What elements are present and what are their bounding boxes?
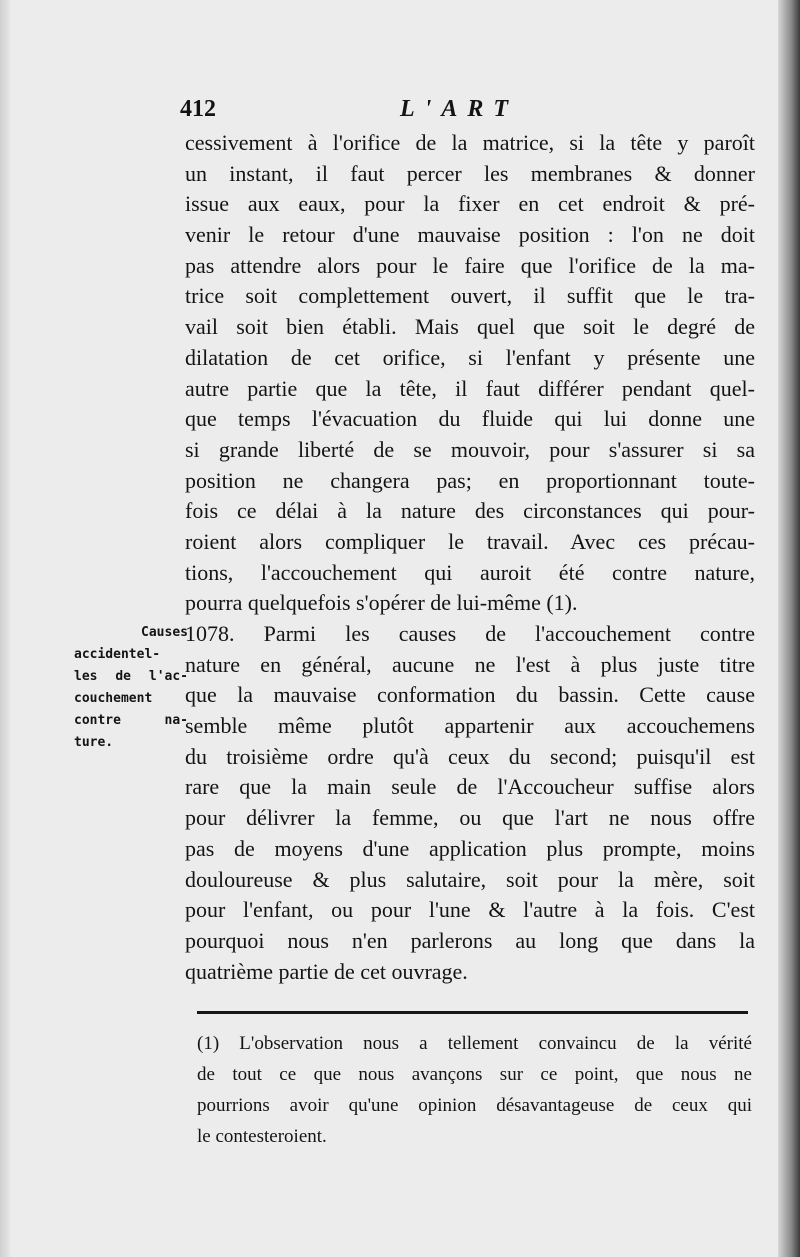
section-start-line: 1078. Parmi les causes de l'accouchement contre [185,621,755,646]
text-line: pour l'enfant, ou pour l'une & l'autre à la fois. C'est [185,897,755,923]
margin-note [74,622,188,754]
text-line: cessivement à l'orifice de la matrice, si la tête y paroît [185,130,755,155]
text-line: autre partie que la tête, il faut différer pendant quel- [185,375,755,401]
margin-note-line: couchement [74,691,153,706]
text-line: un instant, il faut percer les membranes & donner [185,160,755,186]
text-line: nature en général, aucune ne l'est à plus juste titre [185,651,755,677]
text-line: venir le retour d'une mauvaise position : l'on ne doit [185,222,755,248]
paragraph-end-line: quatrième partie de cet ouvrage. [185,958,468,984]
footnote-line: de tout ce que nous avançons sur ce point, que nous ne [197,1064,752,1085]
text-line: vail soit bien établi. Mais quel que soit le degré de [185,314,755,340]
text-line: trice soit complettement ouvert, il suffit que le tra- [185,283,755,309]
text-line: fois ce délai à la nature des circonstances qui pour- [185,498,755,524]
footnote-line: (1) L'observation nous a tellement convaincu de la vérité [197,1033,752,1054]
text-line: que la mauvaise conformation du bassin. Cette cause [185,682,755,708]
text-line: semble même plutôt appartenir aux accouchemens [185,713,755,739]
footnote-line: le contesteroient. [197,1126,327,1147]
text-line: pas attendre alors pour le faire que l'orifice de la ma- [185,252,755,278]
page-binding-shadow [778,0,800,1257]
footnote [197,1028,752,1152]
margin-note-line: Causes [141,625,188,640]
text-line: si grande liberté de se mouvoir, pour s'assurer si sa [185,436,755,462]
text-line: douloureuse & plus salutaire, soit pour la mère, soit [185,866,755,892]
text-line: pour délivrer la femme, ou que l'art ne nous offre [185,805,755,831]
footnote-line: pourrions avoir qu'une opinion désavantageuse de ceux qui [197,1095,752,1116]
text-line: roient alors compliquer le travail. Avec ces précau- [185,528,755,554]
main-text [185,128,755,987]
running-title: L'ART [400,96,519,122]
text-line: position ne changera pas; en proportionnant toute- [185,467,755,493]
margin-note-line: accidentel- [74,647,161,662]
margin-note-line: contre na- [74,713,188,728]
text-line: tions, l'accouchement qui auroit été contre nature, [185,559,755,585]
paragraph-end-line: pourra quelquefois s'opérer de lui-même (1). [185,590,578,616]
margin-note-line: les de l'ac- [74,669,188,684]
text-line: pourquoi nous n'en parlerons au long que dans la [185,927,755,953]
text-line: pas de moyens d'une application plus prompte, moins [185,835,755,861]
text-line: que temps l'évacuation du fluide qui lui donne une [185,406,755,432]
text-line: dilatation de cet orifice, si l'enfant y présente une [185,344,755,370]
footnote-rule [197,1011,748,1014]
text-line: issue aux eaux, pour la fixer en cet endroit & pré- [185,191,755,217]
text-line: rare que la main seule de l'Accoucheur suffise alors [185,774,755,800]
page-left-edge [0,0,10,1257]
page-number: 412 [180,96,216,122]
margin-note-line: ture. [74,735,114,750]
running-head [180,96,750,126]
text-line: du troisième ordre qu'à ceux du second; puisqu'il est [185,743,755,769]
